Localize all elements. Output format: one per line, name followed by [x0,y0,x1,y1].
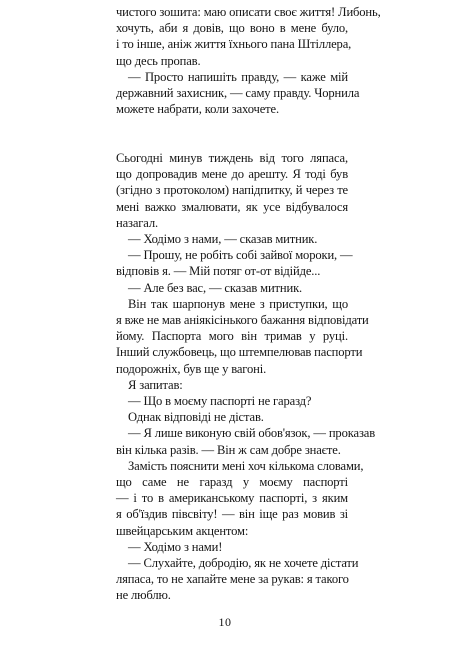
paragraph [116,555,359,604]
paragraph [116,280,348,296]
paragraph [116,458,364,539]
text-line: державний захисник, — саму правду. Чорнила [116,86,360,101]
paragraph [116,539,348,555]
text-line: я об'їздив півсвіту! — він іще раз мовив зі [116,507,348,522]
text-line: подорожніх, був ще у вагоні. [116,361,267,376]
text-line: ляпаса, то не хапайте мене за рукав: я такого [116,572,349,587]
text-line: і то інше, аніж життя їхнього пана Штіллера, [116,37,352,52]
text-line: — Просто напишіть правду, — каже мій [128,69,348,84]
text-line: — Слухайте, добродію, як не хочете дістати [128,556,359,571]
paragraph [116,409,348,425]
text-line: — Але без вас, — сказав митник. [128,280,303,295]
text-line: Він так шарпонув мене з приступки, що [128,296,348,311]
text-section-2 [116,150,376,604]
text-line: — Прошу, не робіть собі зайвої мороки, — [128,248,353,263]
text-line: — Ходімо з нами! [128,539,223,554]
paragraph [116,393,348,409]
text-line: він кілька разів. — Він ж сам добре знаєте. [116,442,341,457]
text-line: Однак відповіді не дістав. [128,410,264,425]
text-line: йому. Паспорта мого він тримав у руці. [116,329,348,344]
text-line: я вже не мав аніякісінького бажання відповідати [116,313,369,328]
paragraph [116,296,369,377]
paragraph [116,377,348,393]
text-line: — і то в американському паспорті, з яким [116,491,348,506]
text-section-1 [116,4,381,117]
text-line: Інший службовець, що штемпелював паспорти [116,345,363,360]
text-line: що допровадив мене до арешту. Я тоді був [116,167,348,182]
paragraph [116,425,376,457]
paragraph [116,247,353,279]
text-line: — Я лише виконую свій обов'язок, — проказав [128,426,376,441]
text-line: Сьогодні минув тиждень від того ляпаса, [116,151,348,165]
paragraph [116,231,348,247]
text-line: (згідно з протоколом) напідпитку, й через те [116,183,348,198]
text-line: Я запитав: [128,377,183,392]
paragraph [116,69,360,118]
paragraph [116,4,381,69]
text-line: — Ходімо з нами, — сказав митник. [128,232,318,247]
text-line: мені важко змалювати, як усе відбувалося [116,199,348,214]
text-line: чистого зошита: маю описати своє життя! Либонь, [116,5,381,19]
page-number: 10 [218,615,232,629]
text-line: швейцарським акцентом: [116,523,249,538]
text-line: що десь пропав. [116,53,201,68]
text-line: хочуть, аби я довів, що воно в мене було, [116,21,348,36]
text-line: назагал. [116,215,158,230]
text-line: відповів я. — Мій потяг от-от відійде... [116,264,321,279]
paragraph [116,150,348,231]
text-line: можете набрати, коли захочете. [116,102,279,117]
text-line: Замість пояснити мені хоч кількома словами, [128,458,364,473]
text-line: не люблю. [116,588,171,603]
text-line: що саме не гаразд у моєму паспорті [116,475,348,490]
text-line: — Що в моєму паспорті не гаразд? [128,394,312,409]
